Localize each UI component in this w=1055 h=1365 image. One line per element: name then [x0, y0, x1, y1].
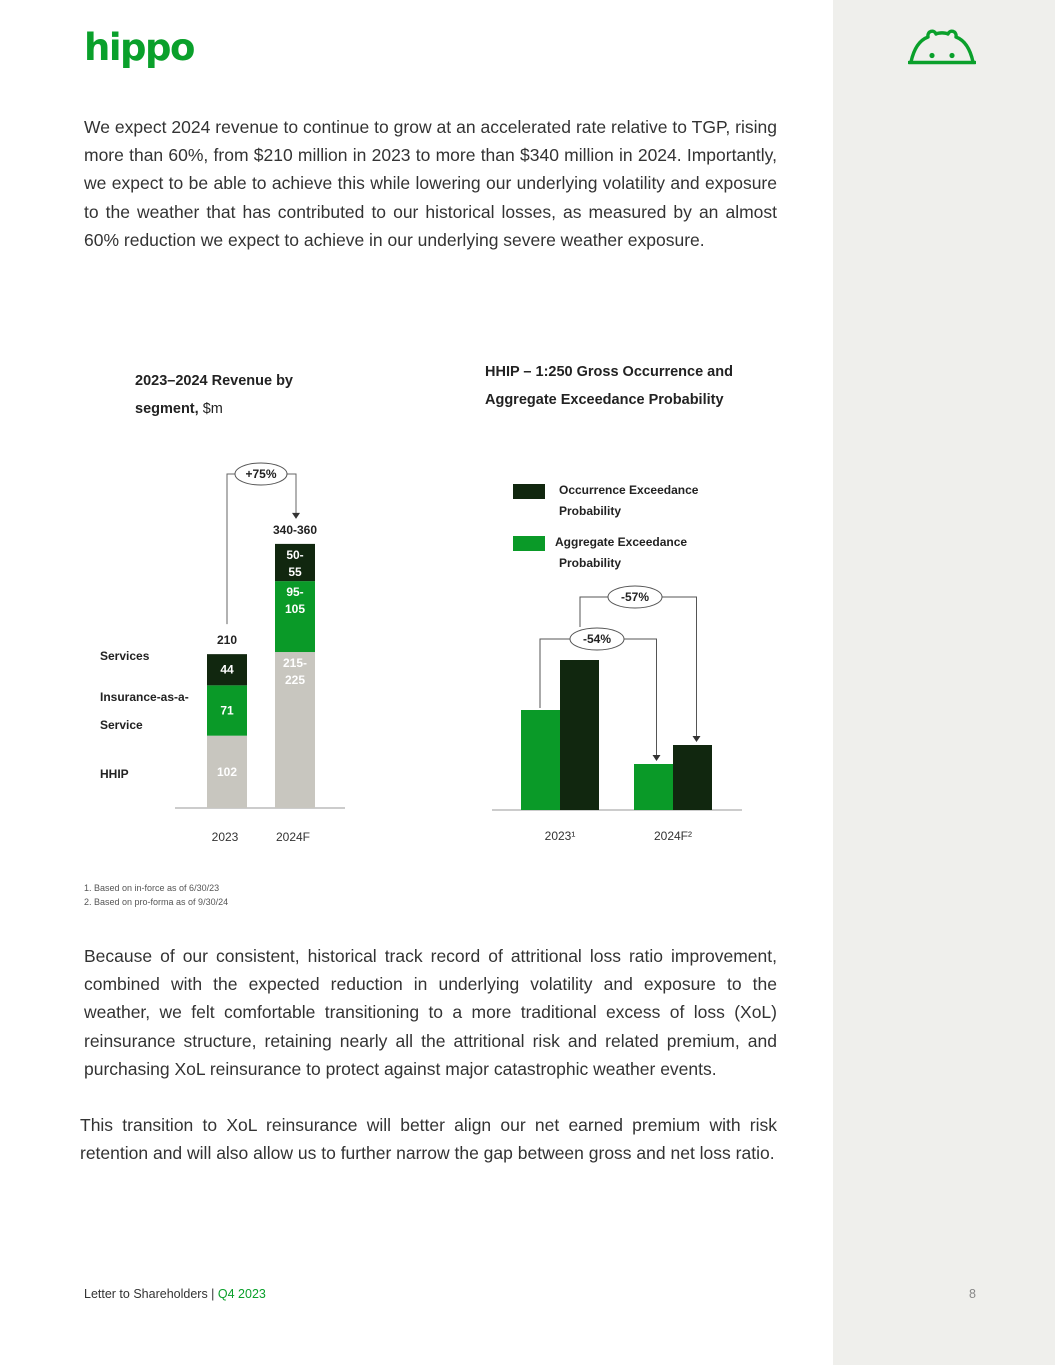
intro-paragraph: We expect 2024 revenue to continue to grow at an accelerated rate relative to TGP, rising more than 60%, from $210 million in 2023 to more than $340 million in 2024. Importantly, we expect to be able to achieve this while lowering our underlying volatility and exposure to the weather that has contributed to our historical losses, as measured by an almost 60% reduction we expect to achieve in our underlying severe weather exposure. — [84, 117, 777, 250]
legend-label: Probability — [559, 556, 622, 570]
legend-label: Aggregate Exceedance — [555, 535, 688, 549]
bar-value-label: 102 — [216, 764, 238, 779]
reduction-label: -54% — [582, 632, 612, 646]
revenue-chart-title — [135, 367, 335, 423]
segment-label-iaas: Service — [100, 718, 143, 732]
footer-label: Letter to Shareholders | — [84, 1287, 218, 1301]
x-tick-label: 2023 — [211, 830, 239, 844]
bar-total-label: 340-360 — [272, 522, 318, 537]
bar-occurrence — [560, 660, 599, 810]
footnotes — [84, 881, 228, 909]
bar-occurrence — [673, 745, 712, 810]
legend-swatch — [513, 484, 545, 499]
x-tick-label: 2023¹ — [544, 829, 576, 843]
bar-aggregate — [634, 764, 673, 810]
bar-value-label: 71 — [220, 703, 234, 718]
exceedance-chart-title: HHIP – 1:250 Gross Occurrence and Aggregate Exceedance Probability — [485, 364, 733, 408]
growth-label: +75% — [245, 467, 277, 481]
growth-arrowhead — [292, 513, 300, 519]
hippo-mascot-icon — [908, 28, 976, 66]
revenue-chart-unit: $m — [202, 401, 223, 417]
page-number: 8 — [969, 1287, 976, 1301]
revenue-by-segment-chart — [0, 440, 420, 860]
bar-value-label: 95-105 — [284, 585, 306, 617]
bar-aggregate — [521, 710, 560, 810]
x-tick-label: 2024F — [275, 830, 311, 844]
bar-value-label: 44 — [220, 662, 234, 677]
reduction-arrowhead — [653, 755, 661, 761]
xol-paragraph: This transition to XoL reinsurance will better align our net earned premium with risk retention and will also allow us to further narrow the gap between gross and net loss ratio. — [80, 1115, 777, 1164]
segment-label-hhip: HHIP — [100, 767, 129, 781]
legend-label: Occurrence Exceedance — [559, 483, 699, 497]
hippo-logo: hippo — [84, 26, 194, 69]
segment-label-iaas: Insurance-as-a- — [100, 690, 189, 704]
revenue-chart-title-text: 2023–2024 Revenue by segment, — [135, 373, 293, 417]
bar-value-label: 215-225 — [282, 656, 308, 688]
segment-label-services: Services — [100, 649, 150, 663]
legend-label: Probability — [559, 504, 622, 518]
footnote-2: 2. Based on pro-forma as of 9/30/24 — [84, 897, 229, 907]
reduction-label: -57% — [620, 590, 650, 604]
footer — [84, 1287, 266, 1301]
footnote-1: 1. Based on in-force as of 6/30/23 — [84, 883, 220, 893]
reinsurance-paragraph: Because of our consistent, historical track record of attritional loss ratio improvement, combined with the expected reduction in underlying volatility and exposure to the weather, we felt comfortable transitioning to a more traditional excess of loss (XoL) reinsurance structure, retaining nearly all the attritional risk and related premium, and purchasing XoL reinsurance to protect against major catastrophic weather events. — [84, 946, 777, 1079]
bar-value-label: 50-55 — [286, 547, 304, 579]
x-tick-label: 2024F² — [653, 829, 693, 843]
legend-swatch — [513, 536, 545, 551]
reduction-arrowhead — [693, 736, 701, 742]
exceedance-probability-chart — [470, 460, 790, 860]
bar-total-label: 210 — [216, 633, 238, 648]
footer-quarter: Q4 2023 — [217, 1287, 266, 1301]
sidebar-panel — [833, 0, 1055, 1365]
